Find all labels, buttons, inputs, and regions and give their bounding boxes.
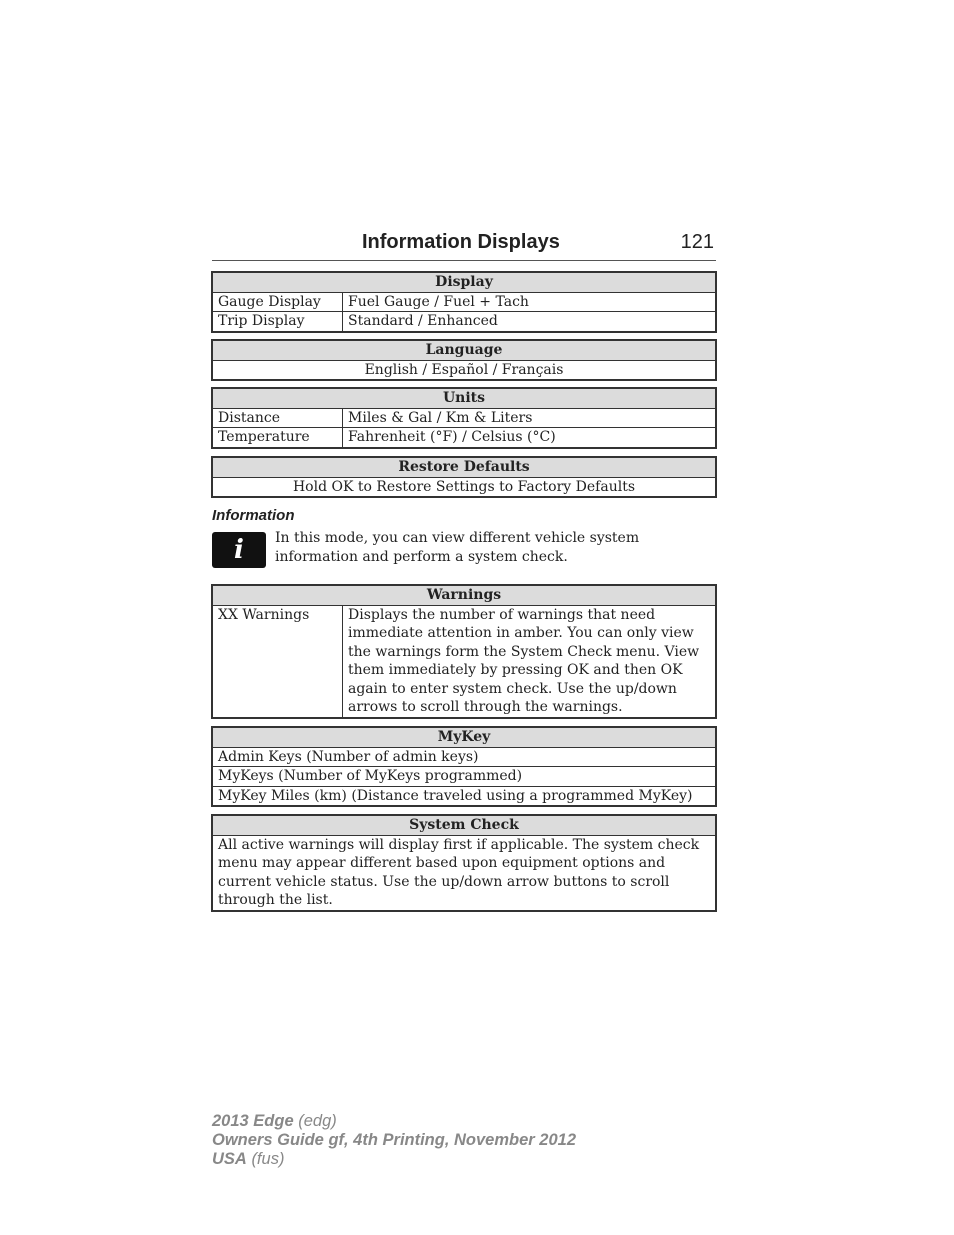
footer-line-3 — [212, 1150, 576, 1169]
table-row — [213, 408, 716, 428]
system-check-table — [212, 815, 716, 911]
row-key: Distance — [213, 408, 343, 428]
table-heading: Warnings — [213, 586, 716, 606]
row-value: Displays the number of warnings that need immediate attention in amber. You can only view the warnings form the System Check menu. View them immediately by pressing OK and then OK again to enter system check. Use the up/down arrows to scroll through the warnings. — [343, 605, 716, 717]
table-row — [213, 312, 716, 332]
row-key: Gauge Display — [213, 292, 343, 312]
table-row — [213, 747, 716, 767]
info-paragraph: In this mode, you can view different vehicle system information and perform a system check. — [275, 530, 640, 565]
language-table — [212, 340, 716, 380]
info-icon: i — [212, 532, 266, 568]
page-number: 121 — [680, 231, 714, 253]
row-key: Trip Display — [213, 312, 343, 332]
row-key: Temperature — [213, 428, 343, 448]
units-table — [212, 388, 716, 448]
row-value: Admin Keys (Number of admin keys) — [213, 747, 716, 767]
table-row — [213, 477, 716, 497]
row-value: Fuel Gauge / Fuel + Tach — [343, 292, 716, 312]
table-row — [213, 360, 716, 380]
row-value: MyKey Miles (km) (Distance traveled using a programmed MyKey) — [213, 786, 716, 806]
page-title: Information Displays — [362, 231, 560, 253]
display-table — [212, 272, 716, 332]
row-value: MyKeys (Number of MyKeys programmed) — [213, 767, 716, 787]
table-heading: Language — [213, 341, 716, 361]
footer-model-code: (edg) — [298, 1112, 337, 1130]
footer-line-1 — [212, 1112, 576, 1131]
page-footer — [212, 1112, 576, 1169]
page-header — [212, 226, 716, 261]
row-value: Standard / Enhanced — [343, 312, 716, 332]
section-heading: Information — [212, 507, 295, 524]
table-heading: Units — [213, 389, 716, 409]
footer-market-code: (fus) — [251, 1150, 285, 1168]
row-value: Miles & Gal / Km & Liters — [343, 408, 716, 428]
table-row — [213, 786, 716, 806]
footer-market: USA — [212, 1150, 247, 1168]
footer-model: 2013 Edge — [212, 1112, 294, 1130]
table-row — [213, 292, 716, 312]
table-heading: Restore Defaults — [213, 458, 716, 478]
table-row — [213, 428, 716, 448]
table-row — [213, 605, 716, 717]
row-value: All active warnings will display first if applicable. The system check menu may appear different based upon equipment options and current vehicle status. Use the up/down arrow buttons to scroll through the list. — [213, 835, 716, 910]
table-heading: System Check — [213, 816, 716, 836]
row-value: English / Español / Français — [213, 360, 716, 380]
row-value: Hold OK to Restore Settings to Factory Defaults — [213, 477, 716, 497]
footer-line-2: Owners Guide gf, 4th Printing, November 2012 — [212, 1131, 576, 1149]
warnings-table — [212, 585, 716, 718]
row-key: XX Warnings — [213, 605, 343, 717]
table-row — [213, 767, 716, 787]
mykey-table — [212, 727, 716, 806]
table-row — [213, 835, 716, 910]
table-heading: MyKey — [213, 728, 716, 748]
table-heading: Display — [213, 273, 716, 293]
row-value: Fahrenheit (°F) / Celsius (°C) — [343, 428, 716, 448]
restore-defaults-table — [212, 457, 716, 497]
